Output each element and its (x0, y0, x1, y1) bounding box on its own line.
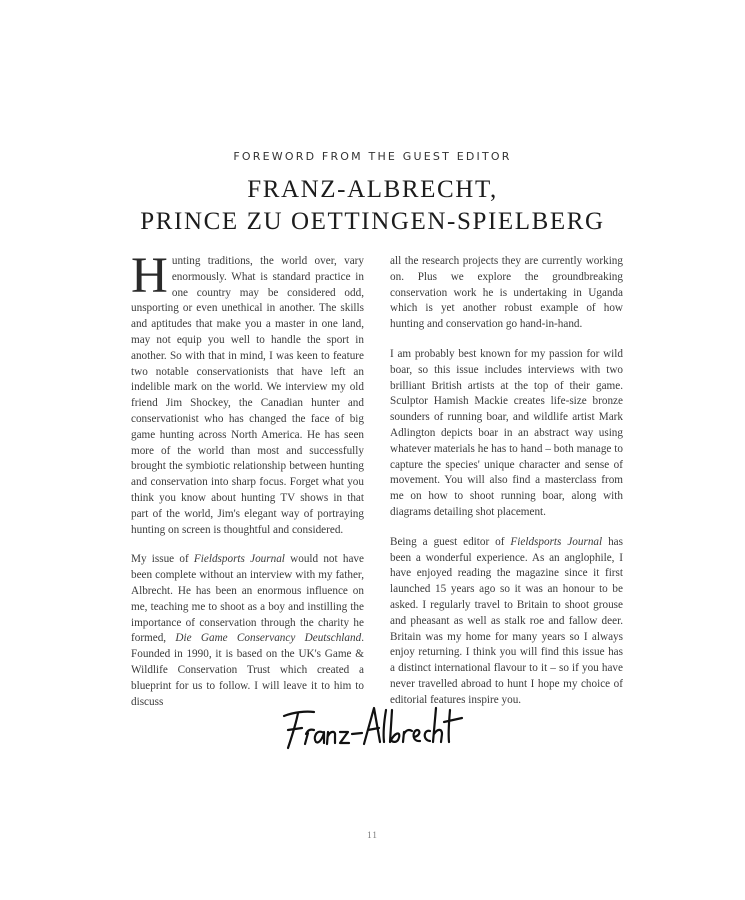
paragraph-text: . Founded in 1990, it is based on the UK's Game & Wildlife Conservation Trust which created a blueprint for us to follow. I will leave it to him to discuss (131, 632, 364, 708)
left-column (131, 248, 364, 724)
paragraph-text: unting traditions, the world over, vary enormously. What is standard practice in one country may be considered odd, unsporting or even unethical in another. The skills and aptitudes that make you a master in one land, may not equip you well to handle the sport in another. So with that in mind, I was keen to feature two notable conservationists that have left an indelible mark on the world. We interview my old friend Jim Shockey, the Canadian hunter and conservationist who has changed the face of big game hunting across North America. He has seen more of the world than most and successfully brought the symbiotic relationship between hunting and conservation into sharp focus. Forget what you think you know about hunting TV shows in that part of the world, Jim's elegant way of portraying hunting on screen is thoughtful and considered. (131, 255, 364, 536)
paragraph-text: Being a guest editor of (390, 535, 511, 548)
paragraph (131, 552, 364, 710)
page-number: 11 (367, 830, 378, 840)
paragraph (131, 248, 364, 538)
kicker-heading: FOREWORD FROM THE GUEST EDITOR (233, 150, 512, 163)
right-column (390, 254, 623, 723)
drop-cap: H (131, 248, 168, 304)
magazine-title: Fieldsports Journal (193, 553, 285, 566)
charity-name: Die Game Conservancy Deutschland (175, 632, 362, 645)
magazine-title: Fieldsports Journal (510, 535, 603, 548)
paragraph-text: would not have been complete without an interview with my father, Albrecht. He has been an enormous influence on me, teaching me to shoot as a boy and instilling the importance of conservation through the charity he formed, (131, 553, 364, 645)
title-line-2: PRINCE ZU OETTINGEN-SPIELBERG (140, 208, 605, 235)
paragraph: all the research projects they are currently working on. Plus we explore the groundbreaking conservation work he is undertaking in Uganda which is yet another robust example of how hunting and conservation go hand-in-hand. (390, 255, 623, 331)
title-line-1: FRANZ-ALBRECHT, (247, 176, 498, 203)
paragraph (390, 535, 623, 709)
page-title (0, 174, 745, 238)
paragraph: I am probably best known for my passion for wild boar, so this issue includes interviews with two brilliant British artists at the top of their game. Sculptor Hamish Mackie creates life-size bronze sounders of running boar, and wildlife artist Mark Adlington depicts boar in an abstract way using whatever materials he has to hand – both manage to capture the species' unique character and sense of movement. You will also find a masterclass from me on how to shoot running boar, along with diagrams detailing shot placement. (390, 347, 623, 518)
paragraph-text: has been a wonderful experience. As an anglophile, I have enjoyed reading the magazine since it first launched 15 years ago so it was an honour to be asked. I regularly travel to Britain to shoot grouse and pheasant as well as stalk roe and fallow deer. Britain was my home for many years so I always enjoy returning. I think you will find this issue has a distinct international flavour to it – so if you have never travelled abroad to hunt I hope my choice of editorial features inspire you. (390, 535, 623, 706)
paragraph-text: My issue of (131, 553, 194, 566)
handwritten-signature (278, 700, 478, 760)
signature-drawing (278, 700, 478, 760)
